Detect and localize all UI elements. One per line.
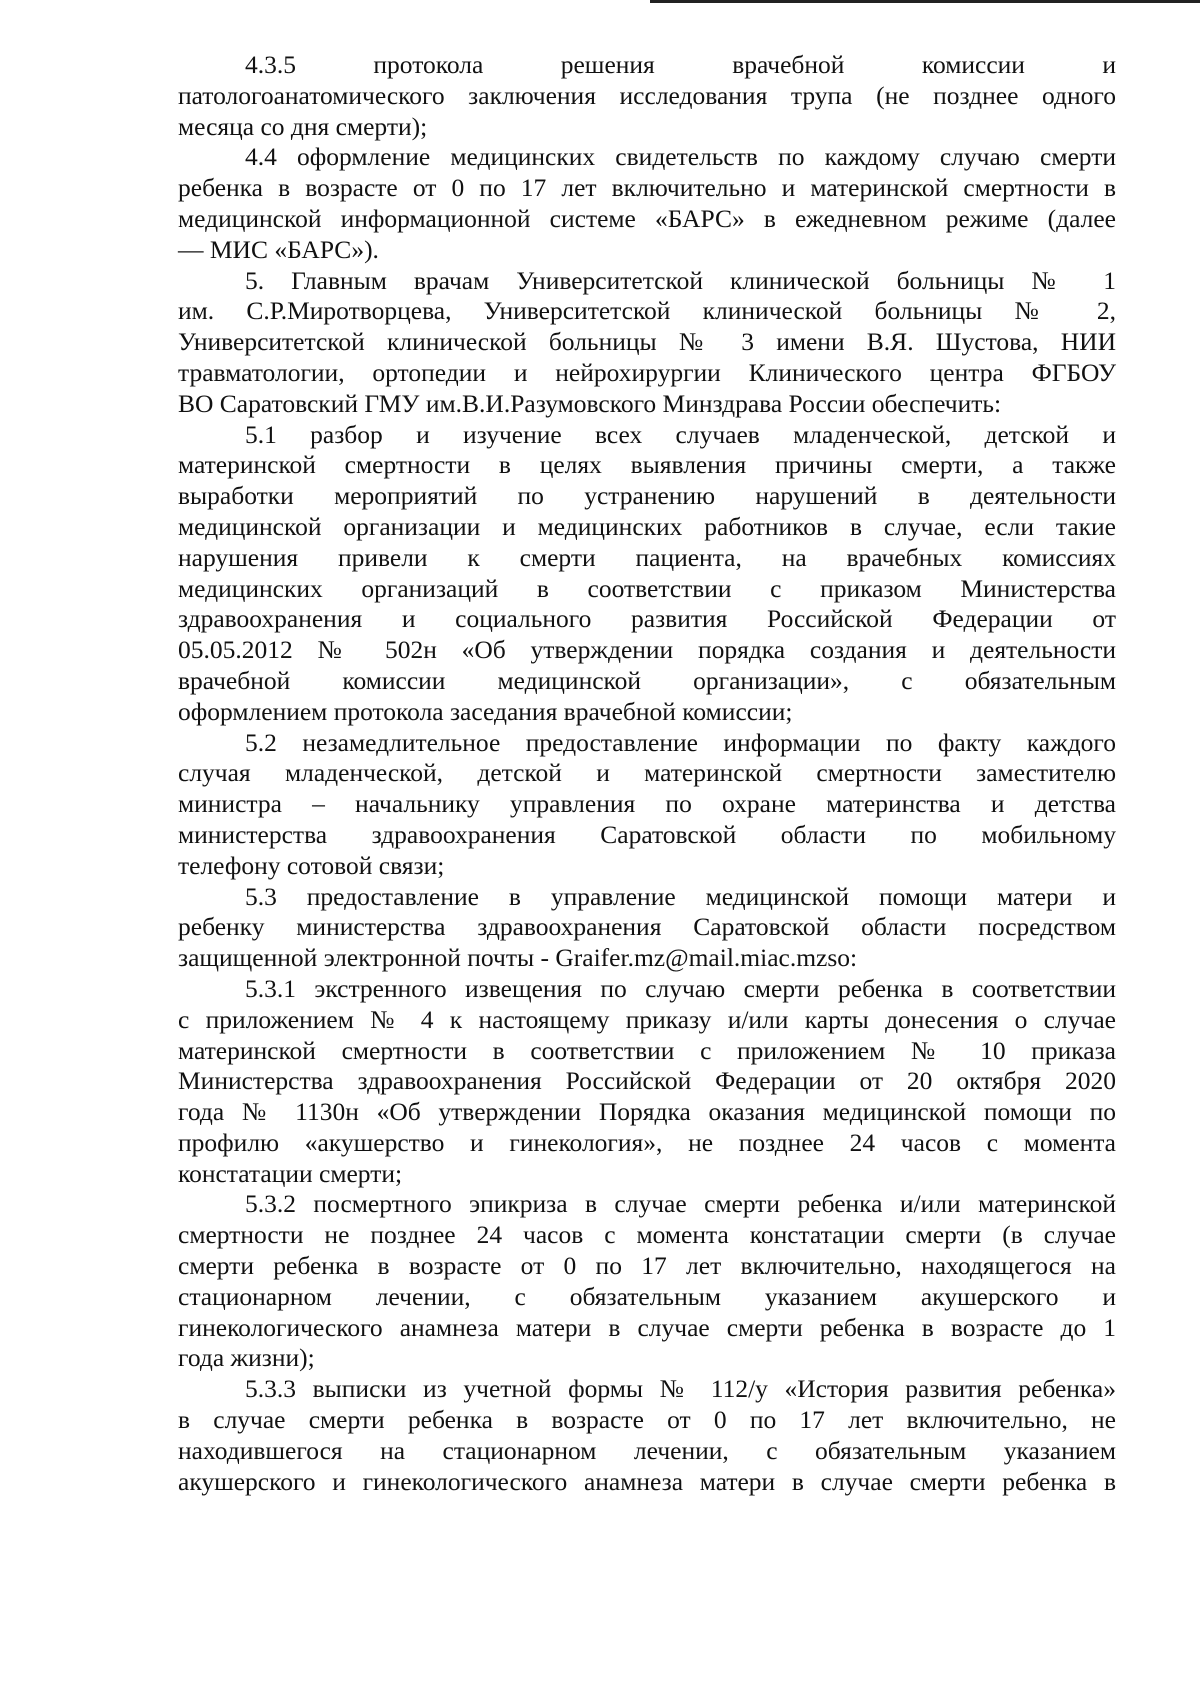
paragraph <box>178 1189 1116 1374</box>
paragraph-line: в случае смерти ребенка в возрасте от 0 по 17 лет включительно, не <box>178 1405 1116 1435</box>
paragraph-line: 5.3.1 экстренного извещения по случаю смерти ребенка в соответствии <box>245 973 1116 1003</box>
paragraph-line: гинекологического анамнеза матери в случае смерти ребенка в возрасте до 1 <box>178 1312 1116 1342</box>
paragraph-line: ребенку министерства здравоохранения Саратовской области посредством <box>178 912 1116 942</box>
paragraph-line: здравоохранения и социального развития Российской Федерации от <box>178 604 1116 634</box>
paragraph-line: смерти ребенка в возрасте от 0 по 17 лет включительно, находящегося на <box>178 1251 1116 1281</box>
paragraph-line: министра – начальнику управления по охране материнства и детства <box>178 789 1116 819</box>
paragraph-line: месяца со дня смерти); <box>178 111 428 141</box>
paragraph-line: 4.3.5 протокола решения врачебной комиссии и <box>245 50 1116 79</box>
paragraph-line: травматологии, ортопедии и нейрохирургии Клинического центра ФГБОУ <box>178 357 1116 387</box>
paragraph-line: медицинской организации и медицинских работников в случае, если такие <box>178 511 1116 541</box>
paragraph-line: патологоанатомического заключения исследования трупа (не позднее одного <box>178 80 1116 110</box>
paragraph-line: телефону сотовой связи; <box>178 850 445 880</box>
paragraph-line: находившегося на стационарном лечении, с обязательным указанием <box>178 1435 1116 1465</box>
scan-edge-line <box>650 0 1200 3</box>
paragraph-line: медицинских организаций в соответствии с приказом Министерства <box>178 573 1116 603</box>
paragraph-line: профилю «акушерство и гинекология», не позднее 24 часов с момента <box>178 1127 1116 1157</box>
paragraph <box>178 142 1116 265</box>
paragraph-line: оформлением протокола заседания врачебной комиссии; <box>178 696 793 726</box>
paragraph-line: 5.3 предоставление в управление медицинской помощи матери и <box>245 881 1116 911</box>
paragraph <box>178 882 1116 974</box>
paragraph-line: 05.05.2012 № 502н «Об утверждении порядка создания и деятельности <box>178 635 1116 665</box>
paragraph-line: акушерского и гинекологического анамнеза матери в случае смерти ребенка в <box>178 1466 1116 1496</box>
paragraph-line: защищенной электронной почты - Graifer.mz@mail.miac.mzso: <box>178 943 858 973</box>
paragraph-line: врачебной комиссии медицинской организации», с обязательным <box>178 665 1116 695</box>
paragraph-line: 5.3.3 выписки из учетной формы № 112/у «История развития ребенка» <box>245 1374 1116 1404</box>
paragraph-line: Университетской клинической больницы № 3 имени В.Я. Шустова, НИИ <box>178 327 1116 357</box>
paragraph-line: материнской смертности в целях выявления причины смерти, а также <box>178 450 1116 480</box>
paragraph-line: Министерства здравоохранения Российской Федерации от 20 октября 2020 <box>178 1066 1116 1096</box>
paragraph-line: выработки мероприятий по устранению нарушений в деятельности <box>178 481 1116 511</box>
paragraph-line: года № 1130н «Об утверждении Порядка оказания медицинской помощи по <box>178 1097 1116 1127</box>
paragraph-line: стационарном лечении, с обязательным указанием акушерского и <box>178 1281 1116 1311</box>
paragraph <box>178 974 1116 1190</box>
paragraph <box>178 420 1116 728</box>
paragraph-line: 5.2 незамедлительное предоставление информации по факту каждого <box>245 727 1116 757</box>
paragraph <box>178 50 1116 142</box>
paragraph-line: им. С.Р.Миротворцева, Университетской клинической больницы № 2, <box>178 296 1116 326</box>
paragraph-line: года жизни); <box>178 1343 315 1373</box>
paragraph <box>178 1374 1116 1497</box>
paragraph-line: медицинской информационной системе «БАРС» в ежедневном режиме (далее <box>178 203 1116 233</box>
paragraph-line: — МИС «БАРС»). <box>178 234 379 264</box>
paragraph-line: 5.1 разбор и изучение всех случаев младенческой, детской и <box>245 419 1116 449</box>
paragraph-line: с приложением № 4 к настоящему приказу и/или карты донесения о случае <box>178 1004 1116 1034</box>
paragraph-line: 4.4 оформление медицинских свидетельств по каждому случаю смерти <box>245 142 1116 172</box>
paragraph-line: ребенка в возрасте от 0 по 17 лет включительно и материнской смертности в <box>178 173 1116 203</box>
paragraph-line: 5. Главным врачам Университетской клинической больницы № 1 <box>245 265 1116 295</box>
paragraph-line: смертности не позднее 24 часов с момента констатации смерти (в случае <box>178 1220 1116 1250</box>
document-body <box>0 50 1200 1497</box>
paragraph-line: ВО Саратовский ГМУ им.В.И.Разумовского Минздрава России обеспечить: <box>178 388 1002 418</box>
paragraph-line: нарушения привели к смерти пациента, на врачебных комиссиях <box>178 542 1116 572</box>
paragraph <box>178 728 1116 882</box>
paragraph-line: материнской смертности в соответствии с приложением № 10 приказа <box>178 1035 1116 1065</box>
paragraph-line: случая младенческой, детской и материнской смертности заместителю <box>178 758 1116 788</box>
paragraph-line: констатации смерти; <box>178 1158 403 1188</box>
paragraph-line: 5.3.2 посмертного эпикриза в случае смерти ребенка и/или материнской <box>245 1189 1116 1219</box>
paragraph-line: министерства здравоохранения Саратовской области по мобильному <box>178 819 1116 849</box>
paragraph <box>178 266 1116 420</box>
